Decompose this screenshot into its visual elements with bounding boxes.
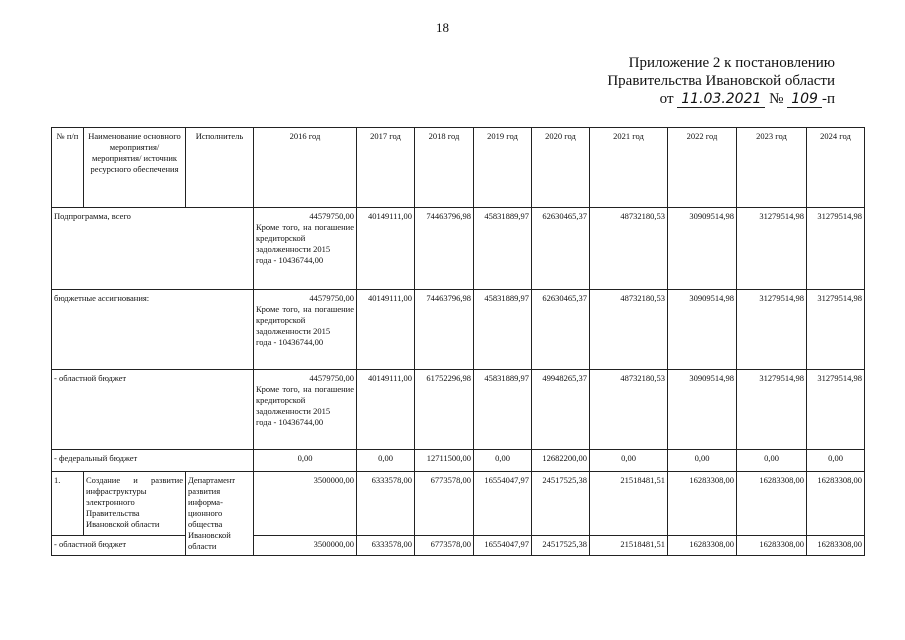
appendix-line-3 xyxy=(607,90,835,108)
row-label: - федеральный бюджет xyxy=(52,450,254,472)
table-row xyxy=(52,208,865,290)
header-row xyxy=(52,128,865,208)
cell-2019: 16554047,97 xyxy=(474,536,532,556)
cell-2024: 0,00 xyxy=(807,450,865,472)
cell-2023: 31279514,98 xyxy=(737,290,807,370)
cell-2016: 3500000,00 xyxy=(254,472,357,536)
cell-2022: 16283308,00 xyxy=(668,536,737,556)
cell-2017: 6333578,00 xyxy=(357,536,415,556)
item-executor: Департамент развития информа-ционного общества Ивановской области xyxy=(186,472,254,556)
cell-2024: 16283308,00 xyxy=(807,536,865,556)
debt-note-end: года - 10436744,00 xyxy=(256,417,324,427)
number-suffix: -п xyxy=(821,91,835,107)
header-cell: 2024 год xyxy=(807,128,865,208)
cell-2020: 24517525,38 xyxy=(532,472,590,536)
cell-2023: 31279514,98 xyxy=(737,370,807,450)
appendix-header xyxy=(607,54,835,108)
cell-2017: 40149111,00 xyxy=(357,290,415,370)
cell-2018: 61752296,98 xyxy=(415,370,474,450)
header-cell: 2023 год xyxy=(737,128,807,208)
number-label: № xyxy=(769,91,784,107)
cell-2024: 31279514,98 xyxy=(807,208,865,290)
cell-2023: 16283308,00 xyxy=(737,536,807,556)
cell-2021: 21518481,51 xyxy=(590,472,668,536)
cell-2020: 24517525,38 xyxy=(532,536,590,556)
header-cell: № п/п xyxy=(52,128,84,208)
cell-2019: 0,00 xyxy=(474,450,532,472)
cell-2024: 31279514,98 xyxy=(807,370,865,450)
header-cell: 2018 год xyxy=(415,128,474,208)
debt-note: Кроме того, на погашение кредиторской задолженности 2015 xyxy=(256,384,354,416)
cell-2024: 16283308,00 xyxy=(807,472,865,536)
header-cell: 2016 год xyxy=(254,128,357,208)
cell-2022: 0,00 xyxy=(668,450,737,472)
row-label: - областной бюджет xyxy=(52,370,254,450)
header-cell: Исполнитель xyxy=(186,128,254,208)
cell-2018: 12711500,00 xyxy=(415,450,474,472)
cell-2021: 21518481,51 xyxy=(590,536,668,556)
decree-date: 11.03.2021 xyxy=(677,92,765,108)
table-row xyxy=(52,536,865,556)
cell-2023: 0,00 xyxy=(737,450,807,472)
header-cell: 2017 год xyxy=(357,128,415,208)
cell-2022: 30909514,98 xyxy=(668,370,737,450)
row-label: - областной бюджет xyxy=(52,536,186,556)
cell-2018: 6773578,00 xyxy=(415,536,474,556)
header-cell: 2022 год xyxy=(668,128,737,208)
cell-2022: 30909514,98 xyxy=(668,208,737,290)
cell-2019: 45831889,97 xyxy=(474,208,532,290)
cell-2019: 45831889,97 xyxy=(474,290,532,370)
from-label: от xyxy=(659,91,674,107)
appendix-line-2: Правительства Ивановской области xyxy=(607,73,835,89)
cell-2019: 45831889,97 xyxy=(474,370,532,450)
value-2016: 44579750,00 xyxy=(309,373,354,383)
cell-2021: 0,00 xyxy=(590,450,668,472)
cell-2016 xyxy=(254,208,357,290)
debt-note: Кроме того, на погашение кредиторской задолженности 2015 xyxy=(256,304,354,336)
item-name: Создание и развитие инфраструктуры электронного Правительства Ивановской области xyxy=(84,472,186,536)
cell-2017: 0,00 xyxy=(357,450,415,472)
value-2016: 44579750,00 xyxy=(309,293,354,303)
cell-2022: 16283308,00 xyxy=(668,472,737,536)
cell-2019: 16554047,97 xyxy=(474,472,532,536)
header-cell: 2020 год xyxy=(532,128,590,208)
cell-2016: 3500000,00 xyxy=(254,536,357,556)
cell-2016 xyxy=(254,290,357,370)
cell-2021: 48732180,53 xyxy=(590,290,668,370)
cell-2017: 6333578,00 xyxy=(357,472,415,536)
cell-2018: 74463796,98 xyxy=(415,208,474,290)
row-label: Подпрограмма, всего xyxy=(52,208,254,290)
item-number: 1. xyxy=(52,472,84,536)
cell-2017: 40149111,00 xyxy=(357,208,415,290)
cell-2020: 49948265,37 xyxy=(532,370,590,450)
debt-note-end: года - 10436744,00 xyxy=(256,255,324,265)
cell-2020: 12682200,00 xyxy=(532,450,590,472)
row-label: бюджетные ассигнования: xyxy=(52,290,254,370)
cell-2018: 74463796,98 xyxy=(415,290,474,370)
funding-table xyxy=(51,127,865,556)
cell-2023: 16283308,00 xyxy=(737,472,807,536)
cell-2020: 62630465,37 xyxy=(532,290,590,370)
cell-2022: 30909514,98 xyxy=(668,290,737,370)
cell-2023: 31279514,98 xyxy=(737,208,807,290)
cell-2016: 0,00 xyxy=(254,450,357,472)
cell-2018: 6773578,00 xyxy=(415,472,474,536)
value-2016: 44579750,00 xyxy=(309,211,354,221)
header-cell: 2019 год xyxy=(474,128,532,208)
appendix-line-1: Приложение 2 к постановлению xyxy=(628,55,835,71)
decree-number: 109 xyxy=(787,92,822,108)
table-row xyxy=(52,472,865,536)
table-row xyxy=(52,290,865,370)
debt-note-end: года - 10436744,00 xyxy=(256,337,324,347)
cell-2021: 48732180,53 xyxy=(590,208,668,290)
cell-2020: 62630465,37 xyxy=(532,208,590,290)
page-number: 18 xyxy=(436,20,449,35)
debt-note: Кроме того, на погашение кредиторской задолженности 2015 xyxy=(256,222,354,254)
header-cell: 2021 год xyxy=(590,128,668,208)
table-row xyxy=(52,450,865,472)
cell-2021: 48732180,53 xyxy=(590,370,668,450)
cell-2017: 40149111,00 xyxy=(357,370,415,450)
header-cell: Наименование основного мероприятия/ мероприятия/ источник ресурсного обеспечения xyxy=(84,128,186,208)
cell-2016 xyxy=(254,370,357,450)
table-row xyxy=(52,370,865,450)
cell-2024: 31279514,98 xyxy=(807,290,865,370)
